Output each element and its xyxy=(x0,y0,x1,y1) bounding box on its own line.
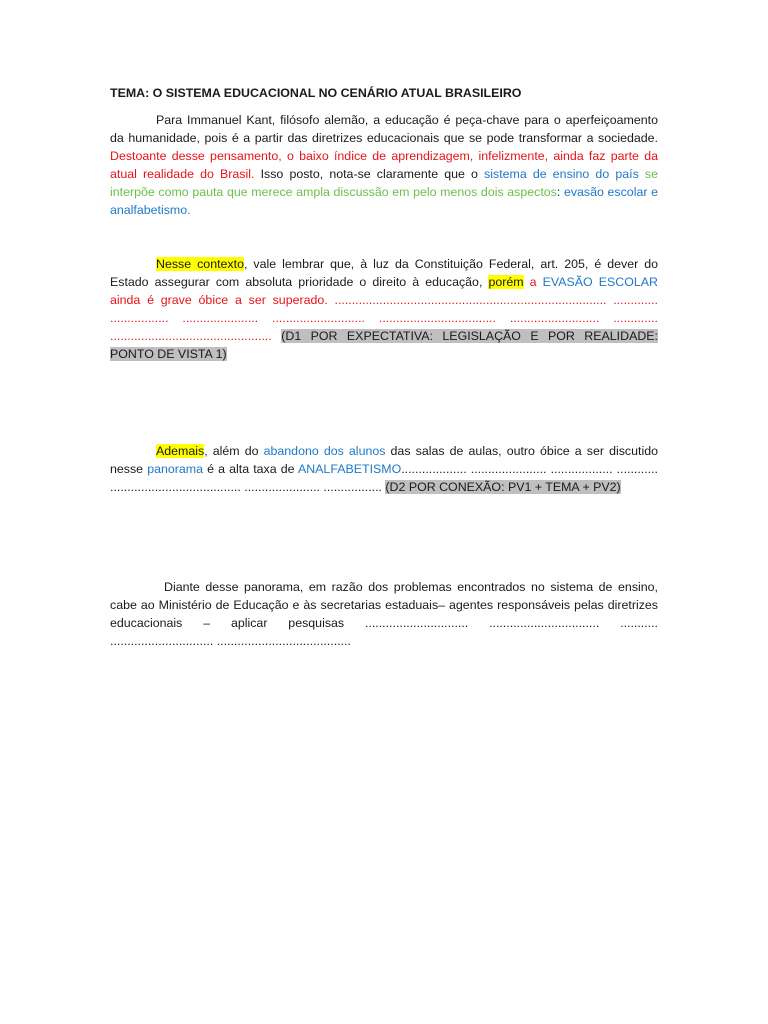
d2-blue-1: abandono dos alunos xyxy=(263,444,386,458)
d1-space xyxy=(272,329,281,343)
d2-text-2: das salas de aulas, outro óbice a ser discutido nesse xyxy=(110,444,658,476)
conclusion-paragraph xyxy=(110,578,658,650)
d1-red-text-1: a xyxy=(523,275,543,289)
d2-text-3: é a alta taxa de xyxy=(202,462,298,476)
d1-text: , vale lembrar que, à luz da Constituição Federal, art. 205, é dever do Estado assegurar com absoluta prioridade o direito à educação, xyxy=(110,257,659,289)
introduction-paragraph xyxy=(110,111,658,219)
intro-blue-aspects: evasão escolar e analfabetismo. xyxy=(110,185,658,217)
development-paragraph-1 xyxy=(110,255,658,363)
development-paragraph-2 xyxy=(110,442,658,496)
connector-highlight: Ademais xyxy=(156,444,205,458)
intro-green-clause: se interpõe como pauta que merece ampla discussão em pelo menos dois aspectos xyxy=(110,167,658,199)
connector-highlight: Nesse contexto xyxy=(156,257,244,271)
connector-highlight-2: porém xyxy=(488,275,524,289)
d2-dots: ................... ...................... .................. ............ ...................................... ...................... ................. xyxy=(110,462,658,494)
intro-text-2: Isso posto, nota-se claramente que o xyxy=(254,167,485,181)
intro-blue-topic: sistema de ensino do país xyxy=(484,167,639,181)
d1-blue-keyword: EVASÃO ESCOLAR xyxy=(542,275,658,289)
essay-theme-heading: TEMA: O SISTEMA EDUCACIONAL NO CENÁRIO ATUAL BRASILEIRO xyxy=(110,86,522,100)
intro-red-sentence: Destoante desse pensamento, o baixo índice de aprendizagem, infelizmente, ainda faz parte da atual realidade do Brasil. xyxy=(110,149,658,181)
d2-text-1: , além do xyxy=(204,444,264,458)
d2-gray-note: (D2 POR CONEXÃO: PV1 + TEMA + PV2) xyxy=(385,480,621,494)
d1-red-text-2: ainda é grave óbice a ser superado. ............................................................................... ............. ................. ...................... ........................... .................................. .......................... ............. ............................................... xyxy=(110,293,658,343)
d1-gray-note: (D1 POR EXPECTATIVA: LEGISLAÇÃO E POR REALIDADE: PONTO DE VISTA 1) xyxy=(110,329,658,361)
intro-text-1: Para Immanuel Kant, filósofo alemão, a educação é peça-chave para o aperfeiçoamento da humanidade, pois é a partir das diretrizes educacionais que se pode transformar a sociedade. xyxy=(110,113,658,145)
d2-blue-2: panorama xyxy=(147,462,203,476)
conclusion-text: Diante desse panorama, em razão dos problemas encontrados no sistema de ensino, cabe ao Ministério de Educação e às secretarias estaduais– agentes responsáveis pelas diretrizes educacionais – aplicar pesquisas .............................. ................................ ........... .............................. ....................................... xyxy=(110,580,658,648)
intro-colon: : xyxy=(556,185,564,199)
d2-blue-keyword: ANALFABETISMO xyxy=(297,462,402,476)
